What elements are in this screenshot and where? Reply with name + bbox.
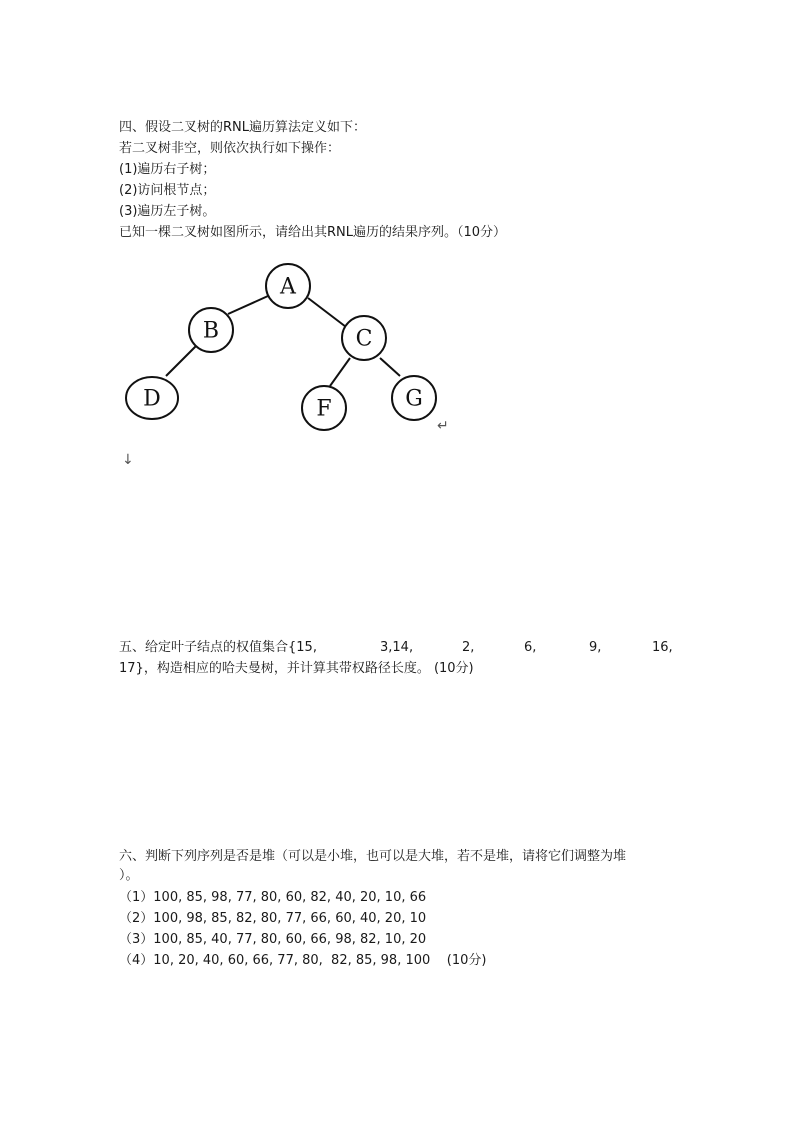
tree-node-g-label: G <box>405 386 423 412</box>
edge-c-g <box>380 358 400 376</box>
edge-a-b <box>228 296 268 314</box>
tree-node-b <box>189 308 233 352</box>
q6-title-cont: ）。 <box>119 868 139 883</box>
down-arrow-mark: ↓ <box>122 452 134 468</box>
edge-b-d <box>166 346 196 376</box>
q5-value-3: 2, <box>462 640 475 655</box>
tree-node-c-label: C <box>355 326 373 352</box>
paragraph-return-mark: ↵ <box>437 418 449 434</box>
q4-title: 四、假设二叉树的RNL遍历算法定义如下： <box>119 120 367 135</box>
q5-value-4: 6, <box>524 640 537 655</box>
q6-title: 六、判断下列序列是否是堆（可以是小堆，也可以是大堆，若不是堆，请将它们调整为堆 <box>119 849 627 864</box>
q6-item-3: （3）100, 85, 40, 77, 80, 60, 66, 98, 82, 10, 20 <box>119 932 427 947</box>
binary-tree-diagram <box>118 258 458 438</box>
q5-value-2: 3,14, <box>380 640 414 655</box>
q6-item-2: （2）100, 98, 85, 82, 80, 77, 66, 60, 40, 20, 10 <box>119 911 427 926</box>
tree-node-c <box>342 316 386 360</box>
tree-node-a-label: A <box>280 274 296 300</box>
q4-question: 已知一棵二叉树如图所示，请给出其RNL遍历的结果序列。（10分） <box>119 225 507 240</box>
tree-node-g <box>392 376 436 420</box>
q4-line1: 若二叉树非空，则依次执行如下操作： <box>119 141 341 156</box>
tree-node-d <box>126 377 178 419</box>
q5-value-5: 9, <box>589 640 602 655</box>
q5-value-6: 16, <box>652 640 673 655</box>
tree-node-f-label: F <box>316 396 332 422</box>
q4-step2: (2)访问根节点； <box>119 183 216 198</box>
q4-step3: (3)遍历左子树。 <box>119 204 216 219</box>
q4-step1: (1)遍历右子树； <box>119 162 216 177</box>
edge-c-f <box>330 358 350 386</box>
q5-line2: 17}，构造相应的哈夫曼树，并计算其带权路径长度。 (10分) <box>119 661 474 676</box>
tree-node-d-label: D <box>143 386 161 412</box>
tree-node-f <box>302 386 346 430</box>
tree-node-b-label: B <box>202 318 220 344</box>
edge-a-c <box>308 298 350 330</box>
q5-prefix: 五、给定叶子结点的权值集合{15, <box>119 640 317 655</box>
q6-item-4: （4）10, 20, 40, 60, 66, 77, 80, 82, 85, 98, 100 (10分) <box>119 953 487 968</box>
tree-node-a <box>266 264 310 308</box>
q6-item-1: （1）100, 85, 98, 77, 80, 60, 82, 40, 20, 10, 66 <box>119 890 427 905</box>
